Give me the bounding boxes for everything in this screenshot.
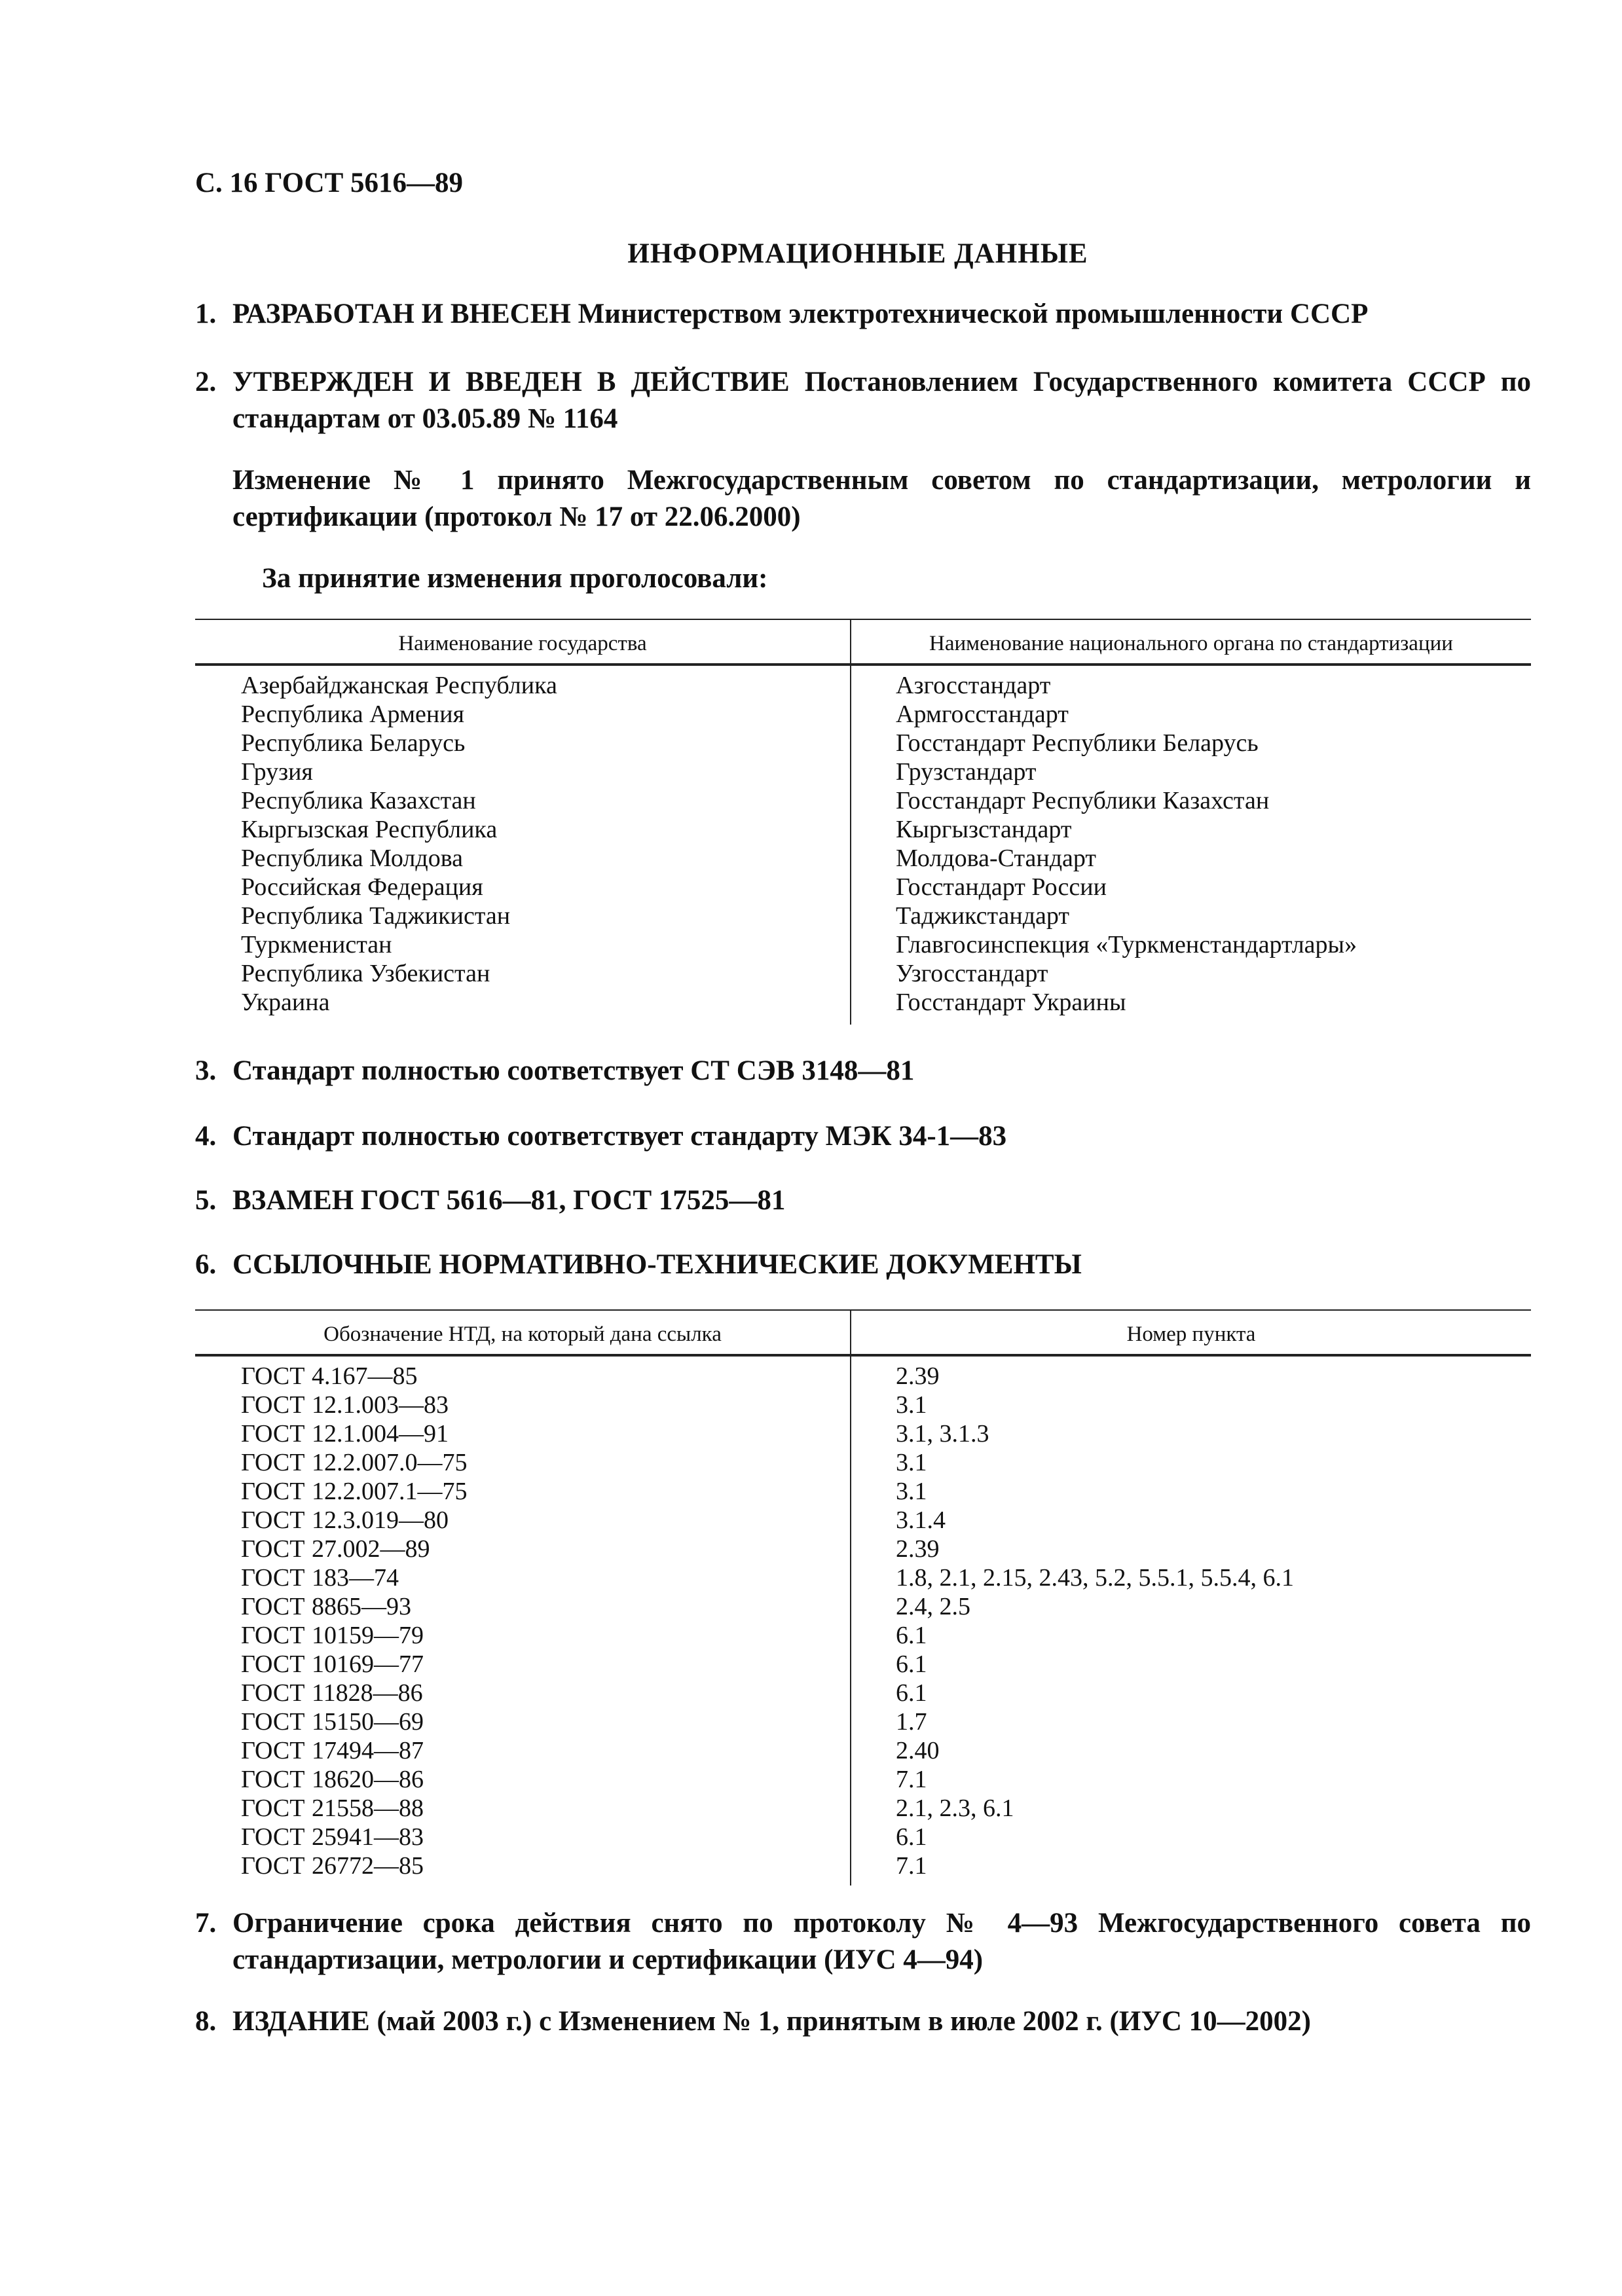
references-table <box>195 1309 1531 1886</box>
table-row <box>195 930 1531 959</box>
table-row <box>195 1823 1531 1851</box>
clause-numbers: 2.40 <box>896 1737 940 1764</box>
ntd-designation <box>241 1765 424 1794</box>
ntd-number: 17494—87 <box>312 1737 424 1764</box>
page-header: С. 16 ГОСТ 5616—89 <box>195 168 464 198</box>
ntd-number: 15150—69 <box>312 1708 424 1736</box>
item-1 <box>195 296 1531 333</box>
states-rows <box>195 671 1531 1017</box>
table-top-rule <box>195 1309 1531 1311</box>
table-row <box>195 815 1531 844</box>
ntd-prefix: ГОСТ <box>241 1708 305 1736</box>
ntd-number: 4.167—85 <box>312 1362 418 1390</box>
table-row <box>195 844 1531 873</box>
table-row <box>195 1535 1531 1563</box>
ntd-number: 12.1.003—83 <box>312 1391 449 1419</box>
table-row <box>195 959 1531 988</box>
table-row <box>195 1650 1531 1679</box>
table-row <box>195 1362 1531 1391</box>
state-name: Республика Таджикистан <box>241 902 511 930</box>
item-8 <box>195 2003 1531 2040</box>
clause-numbers: 1.8, 2.1, 2.15, 2.43, 5.2, 5.5.1, 5.5.4, 6.1 <box>896 1564 1294 1592</box>
item-number: 6. <box>195 1249 217 1280</box>
item-5-heading: ВЗАМЕН <box>232 1185 354 1216</box>
ntd-prefix: ГОСТ <box>241 1506 305 1534</box>
item-number: 1. <box>195 299 217 329</box>
standards-body-name: Госстандарт России <box>896 873 1107 901</box>
change-note: Изменение № 1 принято Межгосударственным советом по стандартизации, метрологии и сертификации (протокол № 17 от 22.06.2000) <box>232 465 1531 532</box>
clause-numbers: 2.4, 2.5 <box>896 1593 970 1620</box>
state-name: Кыргызская Республика <box>241 816 498 843</box>
item-5-text: ГОСТ 5616—81, ГОСТ 17525—81 <box>354 1185 786 1216</box>
ntd-designation <box>241 1391 449 1419</box>
ntd-prefix: ГОСТ <box>241 1478 305 1505</box>
table-row <box>195 1448 1531 1477</box>
ntd-number: 27.002—89 <box>312 1535 430 1563</box>
table-top-rule <box>195 619 1531 620</box>
state-name: Туркменистан <box>241 931 392 958</box>
ntd-number: 8865—93 <box>312 1593 411 1620</box>
ntd-prefix: ГОСТ <box>241 1737 305 1764</box>
table-row <box>195 1563 1531 1592</box>
item-6-heading: ССЫЛОЧНЫЕ НОРМАТИВНО-ТЕХНИЧЕСКИЕ ДОКУМЕНТЫ <box>232 1249 1082 1280</box>
ntd-designation <box>241 1448 468 1477</box>
ntd-number: 11828—86 <box>312 1679 423 1707</box>
item-2 <box>195 364 1531 437</box>
ntd-prefix: ГОСТ <box>241 1420 305 1448</box>
item-number: 4. <box>195 1121 217 1152</box>
ntd-designation <box>241 1823 424 1851</box>
item-number: 8. <box>195 2006 217 2037</box>
table-row <box>195 700 1531 729</box>
table-row <box>195 1621 1531 1650</box>
clause-numbers: 7.1 <box>896 1852 927 1880</box>
standards-body-name: Госстандарт Республики Казахстан <box>896 787 1270 814</box>
clause-numbers: 2.39 <box>896 1535 940 1563</box>
item-3 <box>195 1053 1531 1089</box>
ntd-prefix: ГОСТ <box>241 1823 305 1851</box>
ntd-number: 12.3.019—80 <box>312 1506 449 1534</box>
ntd-designation <box>241 1736 424 1765</box>
ntd-prefix: ГОСТ <box>241 1564 305 1592</box>
ntd-number: 10169—77 <box>312 1650 424 1678</box>
refs-header-clause: Номер пункта <box>1126 1322 1256 1346</box>
clause-numbers: 3.1.4 <box>896 1506 946 1534</box>
table-row <box>195 1707 1531 1736</box>
table-row <box>195 729 1531 757</box>
item-1-text: Министерством электротехнической промышленности СССР <box>570 299 1369 329</box>
item-number: 7. <box>195 1908 217 1939</box>
standards-body-name: Узгосстандарт <box>896 960 1048 987</box>
ntd-designation <box>241 1535 430 1563</box>
item-6 <box>195 1247 1531 1283</box>
ntd-prefix: ГОСТ <box>241 1679 305 1707</box>
ntd-prefix: ГОСТ <box>241 1622 305 1649</box>
ntd-prefix: ГОСТ <box>241 1535 305 1563</box>
item-7-text: Ограничение срока действия снято по протоколу № 4—93 Межгосударственного совета по стандартизации, метрологии и сертификации (ИУС 4—94) <box>232 1908 1531 1975</box>
item-4-text: Стандарт полностью соответствует стандарту МЭК 34-1—83 <box>232 1121 1007 1152</box>
item-number: 2. <box>195 367 217 397</box>
item-7 <box>195 1905 1531 1978</box>
ntd-number: 25941—83 <box>312 1823 424 1851</box>
state-name: Республика Беларусь <box>241 729 466 757</box>
table-row <box>195 757 1531 786</box>
item-number: 5. <box>195 1185 217 1216</box>
table-header-rule <box>195 1354 1531 1357</box>
table-row <box>195 1794 1531 1823</box>
ntd-designation <box>241 1794 424 1823</box>
ntd-prefix: ГОСТ <box>241 1766 305 1793</box>
standards-body-name: Госстандарт Республики Беларусь <box>896 729 1259 757</box>
table-row <box>195 1592 1531 1621</box>
ntd-designation <box>241 1679 423 1707</box>
clause-numbers: 3.1 <box>896 1478 927 1505</box>
table-row <box>195 786 1531 815</box>
clause-numbers: 7.1 <box>896 1766 927 1793</box>
ntd-number: 18620—86 <box>312 1766 424 1793</box>
ntd-number: 21558—88 <box>312 1795 424 1822</box>
table-row <box>195 671 1531 700</box>
table-header-rule <box>195 663 1531 666</box>
table-row <box>195 1419 1531 1448</box>
ntd-prefix: ГОСТ <box>241 1593 305 1620</box>
ntd-designation <box>241 1477 468 1506</box>
table-row <box>195 1851 1531 1880</box>
ntd-designation <box>241 1851 424 1880</box>
item-5 <box>195 1182 1531 1219</box>
ntd-number: 12.1.004—91 <box>312 1420 449 1448</box>
table-row <box>195 902 1531 930</box>
item-2-text: Постановлением Государственного комитета СССР по стандартам от 03.05.89 № 1164 <box>232 367 1532 434</box>
standards-body-name: Грузстандарт <box>896 758 1037 786</box>
ntd-prefix: ГОСТ <box>241 1391 305 1419</box>
clause-numbers: 2.1, 2.3, 6.1 <box>896 1795 1014 1822</box>
ntd-prefix: ГОСТ <box>241 1362 305 1390</box>
ntd-prefix: ГОСТ <box>241 1449 305 1476</box>
ntd-prefix: ГОСТ <box>241 1852 305 1880</box>
standards-body-name: Молдова-Стандарт <box>896 845 1097 872</box>
standards-body-name: Армгосстандарт <box>896 701 1069 728</box>
states-header-body: Наименование национального органа по стандартизации <box>929 632 1453 655</box>
table-row <box>195 1736 1531 1765</box>
ntd-designation <box>241 1621 424 1650</box>
clause-numbers: 3.1 <box>896 1391 927 1419</box>
clause-numbers: 3.1, 3.1.3 <box>896 1420 989 1448</box>
item-8-text: (май 2003 г.) с Изменением № 1, принятым в июле 2002 г. (ИУС 10—2002) <box>369 2006 1312 2037</box>
clause-numbers: 1.7 <box>896 1708 927 1736</box>
ntd-designation <box>241 1362 418 1391</box>
document-title: ИНФОРМАЦИОННЫЕ ДАННЫЕ <box>627 238 1088 269</box>
ntd-designation <box>241 1419 449 1448</box>
clause-numbers: 2.39 <box>896 1362 940 1390</box>
ntd-designation <box>241 1592 411 1621</box>
states-table <box>195 619 1531 1025</box>
ntd-number: 10159—79 <box>312 1622 424 1649</box>
ntd-number: 12.2.007.0—75 <box>312 1449 468 1476</box>
ntd-designation <box>241 1707 424 1736</box>
state-name: Украина <box>241 989 330 1016</box>
table-row <box>195 873 1531 902</box>
standards-body-name: Госстандарт Украины <box>896 989 1126 1016</box>
state-name: Республика Армения <box>241 701 465 728</box>
state-name: Азербайджанская Республика <box>241 672 557 699</box>
table-row <box>195 1679 1531 1707</box>
state-name: Грузия <box>241 758 313 786</box>
ntd-number: 12.2.007.1—75 <box>312 1478 468 1505</box>
state-name: Российская Федерация <box>241 873 483 901</box>
ntd-prefix: ГОСТ <box>241 1795 305 1822</box>
clause-numbers: 6.1 <box>896 1650 927 1678</box>
ntd-number: 26772—85 <box>312 1852 424 1880</box>
item-number: 3. <box>195 1055 217 1086</box>
item-2-heading: УТВЕРЖДЕН И ВВЕДЕН В ДЕЙСТВИЕ <box>232 367 790 397</box>
clause-numbers: 6.1 <box>896 1622 927 1649</box>
clause-numbers: 3.1 <box>896 1449 927 1476</box>
standards-body-name: Кыргызстандарт <box>896 816 1072 843</box>
standards-body-name: Таджикстандарт <box>896 902 1070 930</box>
state-name: Республика Казахстан <box>241 787 476 814</box>
clause-numbers: 6.1 <box>896 1823 927 1851</box>
ntd-prefix: ГОСТ <box>241 1650 305 1678</box>
states-header-state: Наименование государства <box>398 632 647 655</box>
state-name: Республика Молдова <box>241 845 464 872</box>
standards-body-name: Главгосинспекция «Туркменстандартлары» <box>896 931 1357 958</box>
state-name: Республика Узбекистан <box>241 960 490 987</box>
ntd-designation <box>241 1506 449 1535</box>
ntd-designation <box>241 1563 399 1592</box>
ntd-designation <box>241 1650 424 1679</box>
table-row <box>195 1506 1531 1535</box>
standards-body-name: Азгосстандарт <box>896 672 1051 699</box>
table-row <box>195 1765 1531 1794</box>
refs-header-doc: Обозначение НТД, на который дана ссылка <box>323 1322 722 1346</box>
refs-rows <box>195 1362 1531 1880</box>
ntd-number: 183—74 <box>312 1564 399 1592</box>
item-1-heading: РАЗРАБОТАН И ВНЕСЕН <box>232 299 571 329</box>
table-row <box>195 988 1531 1017</box>
item-3-text: Стандарт полностью соответствует СТ СЭВ 3148—81 <box>232 1055 915 1086</box>
table-row <box>195 1477 1531 1506</box>
vote-caption: За принятие изменения проголосовали: <box>262 563 768 594</box>
item-4 <box>195 1118 1531 1155</box>
table-row <box>195 1391 1531 1419</box>
clause-numbers: 6.1 <box>896 1679 927 1707</box>
item-8-heading: ИЗДАНИЕ <box>232 2006 370 2037</box>
